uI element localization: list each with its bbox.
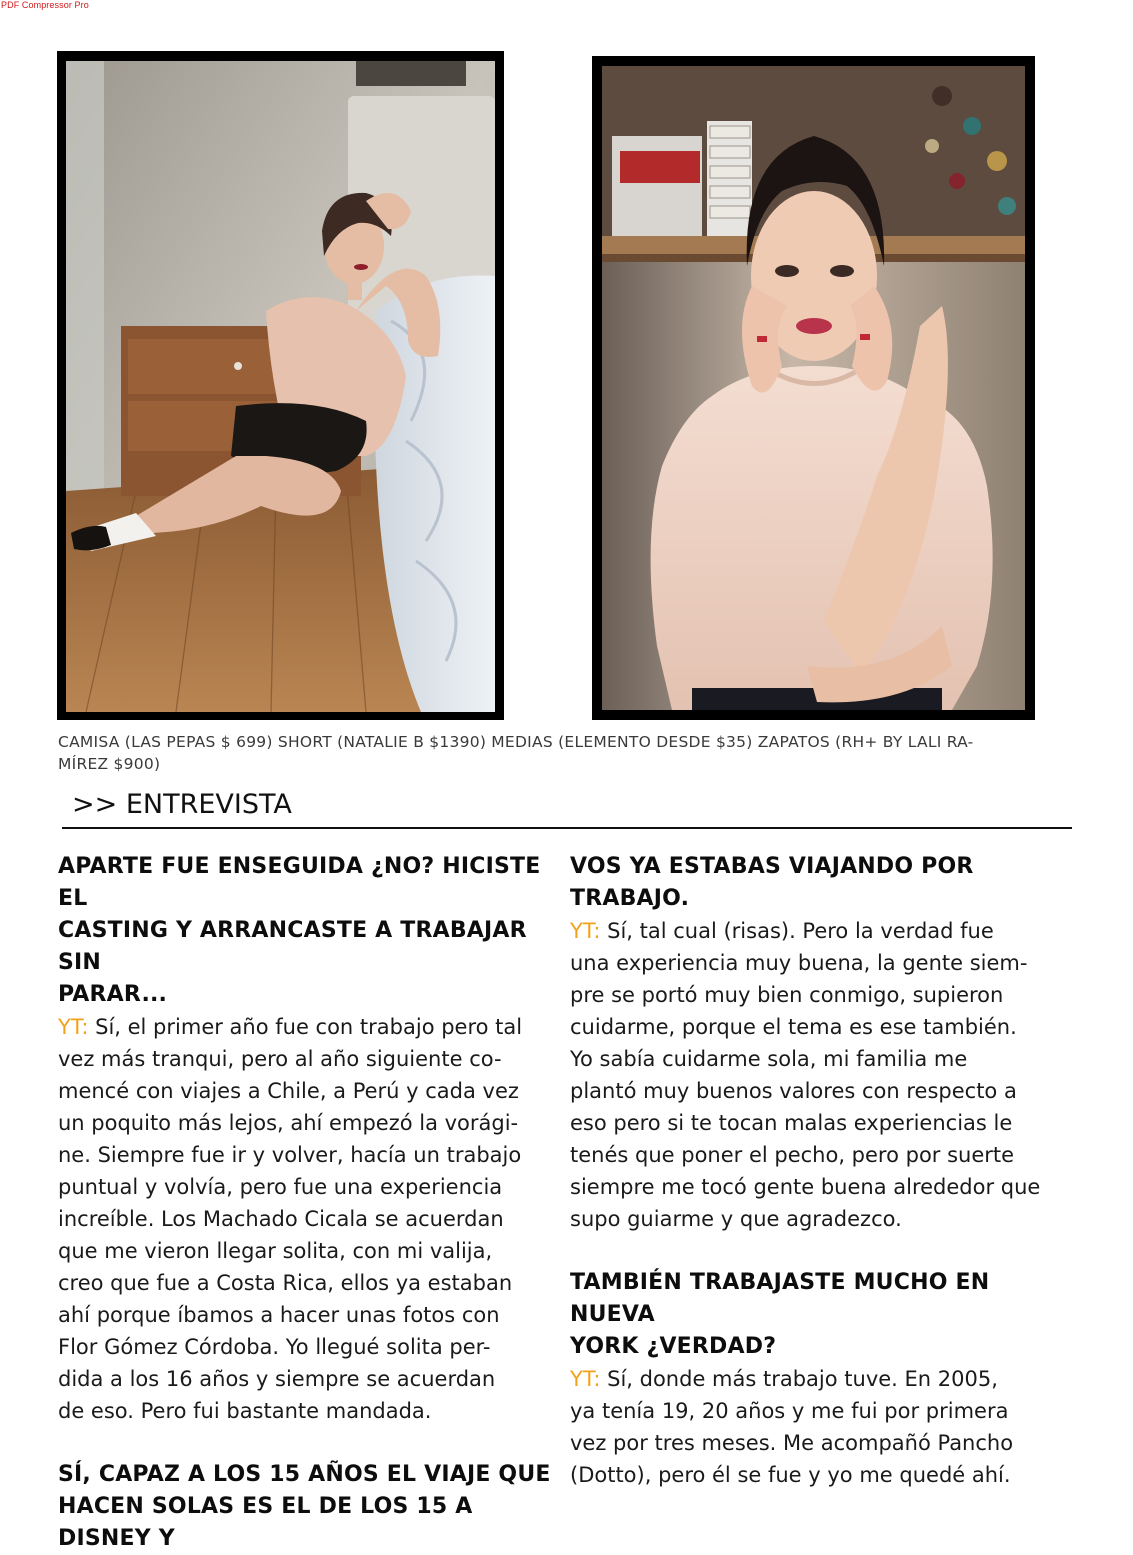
photo-caption xyxy=(58,731,1078,775)
answer-line: que me vieron llegar solita, con mi valija, xyxy=(58,1239,493,1263)
answer-line: siempre me tocó gente buena alrededor que xyxy=(570,1175,1041,1199)
photo-model-portrait xyxy=(602,66,1025,710)
answer-text: Sí, tal cual (risas). Pero la verdad fue xyxy=(600,919,994,943)
question-line: SÍ, CAPAZ A LOS 15 AÑOS EL VIAJE QUE xyxy=(58,1462,551,1487)
answer-line: supo guiarme y que agradezco. xyxy=(570,1207,902,1231)
answer-line: Yo sabía cuidarme sola, mi familia me xyxy=(570,1047,968,1071)
section-divider xyxy=(62,827,1072,829)
question-line: VOS YA ESTABAS VIAJANDO POR TRABAJO. xyxy=(570,854,974,911)
answer-text: Sí, donde más trabajo tuve. En 2005, xyxy=(600,1367,998,1391)
answer-line: vez más tranqui, pero al año siguiente co- xyxy=(58,1047,502,1071)
question-line: CASTING Y ARRANCASTE A TRABAJAR SIN xyxy=(58,918,527,975)
answer-line: una experiencia muy buena, la gente siem- xyxy=(570,951,1028,975)
answer-line: plantó muy buenos valores con respecto a xyxy=(570,1079,1017,1103)
answer-line: cuidarme, porque el tema es ese también. xyxy=(570,1015,1017,1039)
question-line: HACEN SOLAS ES EL DE LOS 15 A DISNEY Y xyxy=(58,1494,473,1551)
question-line: APARTE FUE ENSEGUIDA ¿NO? HICISTE EL xyxy=(58,854,541,911)
answer-line: puntual y volvía, pero fue una experiencia xyxy=(58,1175,503,1199)
paragraph-gap xyxy=(58,1427,558,1459)
question-line: PARAR... xyxy=(58,982,168,1007)
answer-line: eso pero si te tocan malas experiencias le xyxy=(570,1111,1013,1135)
answer-line: Flor Gómez Córdoba. Yo llegué solita per- xyxy=(58,1335,491,1359)
watermark: PDF Compressor Pro xyxy=(1,0,89,10)
article-column-right xyxy=(570,851,1070,1491)
answer-line: vez por tres meses. Me acompañó Pancho xyxy=(570,1431,1014,1455)
answer-line: dida a los 16 años y siempre se acuerdan xyxy=(58,1367,496,1391)
caption-line: CAMISA (LAS PEPAS $ 699) SHORT (NATALIE B $1390) MEDIAS (ELEMENTO DESDE $35) ZAPATOS (RH+ BY LALI RA- xyxy=(58,733,974,751)
photo-frame-right xyxy=(592,56,1035,720)
answer-line: de eso. Pero fui bastante mandada. xyxy=(58,1399,432,1423)
answer-line: tenés que poner el pecho, pero por suerte xyxy=(570,1143,1015,1167)
answer-line xyxy=(570,1363,1070,1395)
answer-label: YT: xyxy=(570,1367,601,1391)
caption-line: MÍREZ $900) xyxy=(58,755,161,773)
answer-label: YT: xyxy=(570,919,601,943)
question-line: YORK ¿VERDAD? xyxy=(570,1334,777,1359)
article-column-left xyxy=(58,851,558,1555)
answer-line: pre se portó muy bien conmigo, supieron xyxy=(570,983,1004,1007)
question-line: TAMBIÉN TRABAJASTE MUCHO EN NUEVA xyxy=(570,1270,990,1327)
section-heading: >> ENTREVISTA xyxy=(72,789,292,820)
answer-line: un poquito más lejos, ahí empezó la vorági- xyxy=(58,1111,519,1135)
answer-line: ne. Siempre fue ir y volver, hacía un trabajo xyxy=(58,1143,522,1167)
photo-frame-left xyxy=(57,51,504,720)
answer-text: Sí, el primer año fue con trabajo pero tal xyxy=(88,1015,523,1039)
answer-line: ahí porque íbamos a hacer unas fotos con xyxy=(58,1303,500,1327)
answer-line xyxy=(570,915,1070,947)
photo-model-on-floor xyxy=(66,61,495,712)
paragraph-gap xyxy=(570,1235,1070,1267)
answer-line: ya tenía 19, 20 años y me fui por primera xyxy=(570,1399,1009,1423)
answer-label: YT: xyxy=(58,1015,89,1039)
answer-line xyxy=(58,1011,558,1043)
answer-line: mencé con viajes a Chile, a Perú y cada vez xyxy=(58,1079,519,1103)
answer-line: creo que fue a Costa Rica, ellos ya estaban xyxy=(58,1271,513,1295)
answer-line: increíble. Los Machado Cicala se acuerdan xyxy=(58,1207,504,1231)
answer-line: (Dotto), pero él se fue y yo me quedé ahí. xyxy=(570,1463,1011,1487)
